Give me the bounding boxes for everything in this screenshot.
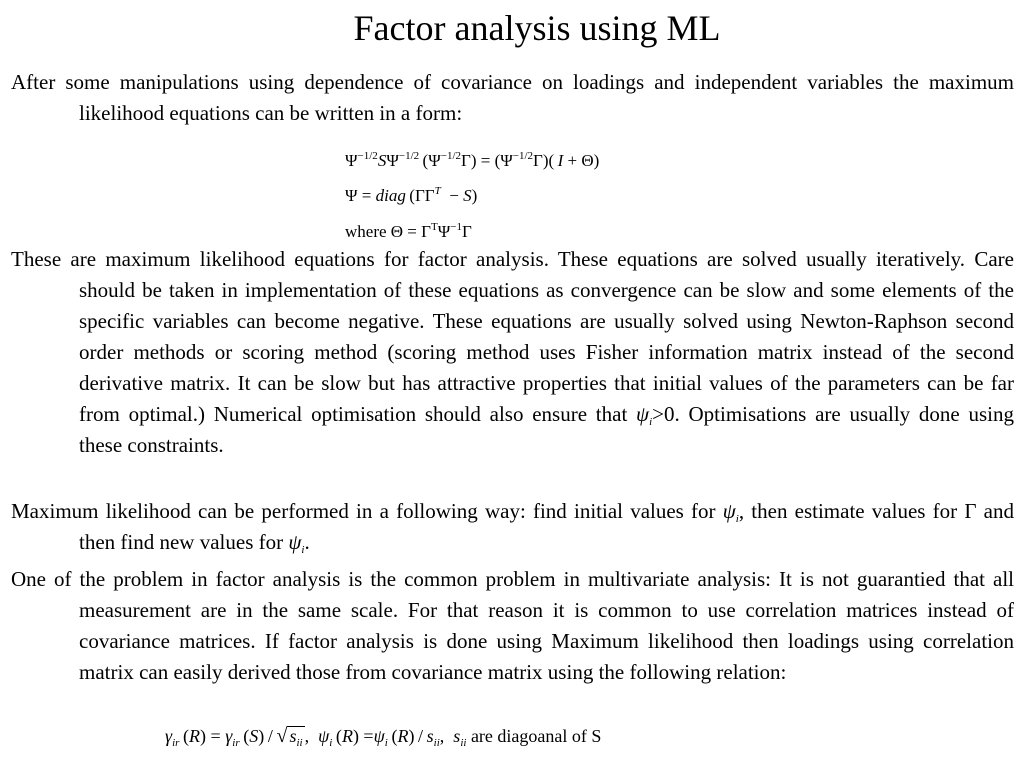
- paragraph-3-text-a: Maximum likelihood can be performed in a following way: find initial values for: [11, 499, 716, 523]
- paragraph-3-text-c: .: [304, 530, 310, 554]
- paragraph-3-text-b: , then estimate values for Γ and then find new values for: [79, 499, 1014, 554]
- paragraph-2-text-a: These are maximum likelihood equations for factor analysis. These equations are solved usually iteratively. Care should be taken in implementation of these equations as convergence can be slow and some elements of the specific variables can become negative. These equations are usually solved using Newton-Raphson second order methods or scoring method (scoring method uses Fisher information matrix instead of the second derivative matrix. It can be slow but has attractive properties that initial values of the parameters can be far from optimal.) Numerical optimisation should also ensure that: [11, 247, 1014, 426]
- paragraph-ml-procedure: Maximum likelihood can be performed in a following way: find initial values for $\psi_i$, then estimate values for Γ and then find new values for $\psi_i$.: [11, 499, 1014, 556]
- slide-title: Factor analysis using ML: [353, 8, 721, 48]
- equation-ml-third: where $\Theta = \Gamma^T\Psi^{-1}\Gamma$: [345, 221, 472, 241]
- paragraph-correlation: One of the problem in factor analysis is the common problem in multivariate analysis: It is not guarantied that all measurement are in the same scale. For that reason it is common to use correlation matrices instead of covariance matrices. If factor analysis is done using Maximum likelihood then loadings using correlation matrix can easily derived those from covariance matrix using the following relation:: [11, 567, 1014, 684]
- equation-correlation-relation: $\gamma_{ir}$ $(R) = \gamma_{ir}$ (S) / √ $s_{ii}$ , $\psi_i$ $(R) =\psi_i$ $(R) / s_{ii}$, $s_{ii}$ are diagoanal of S: [165, 725, 602, 749]
- where-label: where: [345, 222, 387, 241]
- paragraph-intro: After some manipulations using dependence of covariance on loadings and independent variables the maximum likelihood equations can be written in a form:: [11, 70, 1014, 125]
- equation-suffix-text: are diagoanal of S: [470, 726, 602, 746]
- equation-ml-first: $\Psi^{-1/2}S\Psi^{-1/2}$ $(\Psi^{-1/2}\Gamma) = (\Psi^{-1/2}\Gamma)$( I + Θ): [345, 150, 600, 170]
- equation-ml-second: Ψ = diag $(\Gamma\Gamma^T - S)$: [345, 185, 478, 205]
- paragraph-2-text-b: >0. Optimisations are usually done using these constraints.: [79, 402, 1014, 457]
- paragraph-ml-equations: These are maximum likelihood equations for factor analysis. These equations are solved usually iteratively. Care should be taken in implementation of these equations as convergence can be slow and some elements of the specific variables can become negative. These equations are usually solved using Newton-Raphson second order methods or scoring method (scoring method uses Fisher information matrix instead of the second derivative matrix. It can be slow but has attractive properties that initial values of the parameters can be far from optimal.) Numerical optimisation should also ensure that $\psi_i>0$. Optimisations are usually done using these constraints.: [11, 247, 1014, 457]
